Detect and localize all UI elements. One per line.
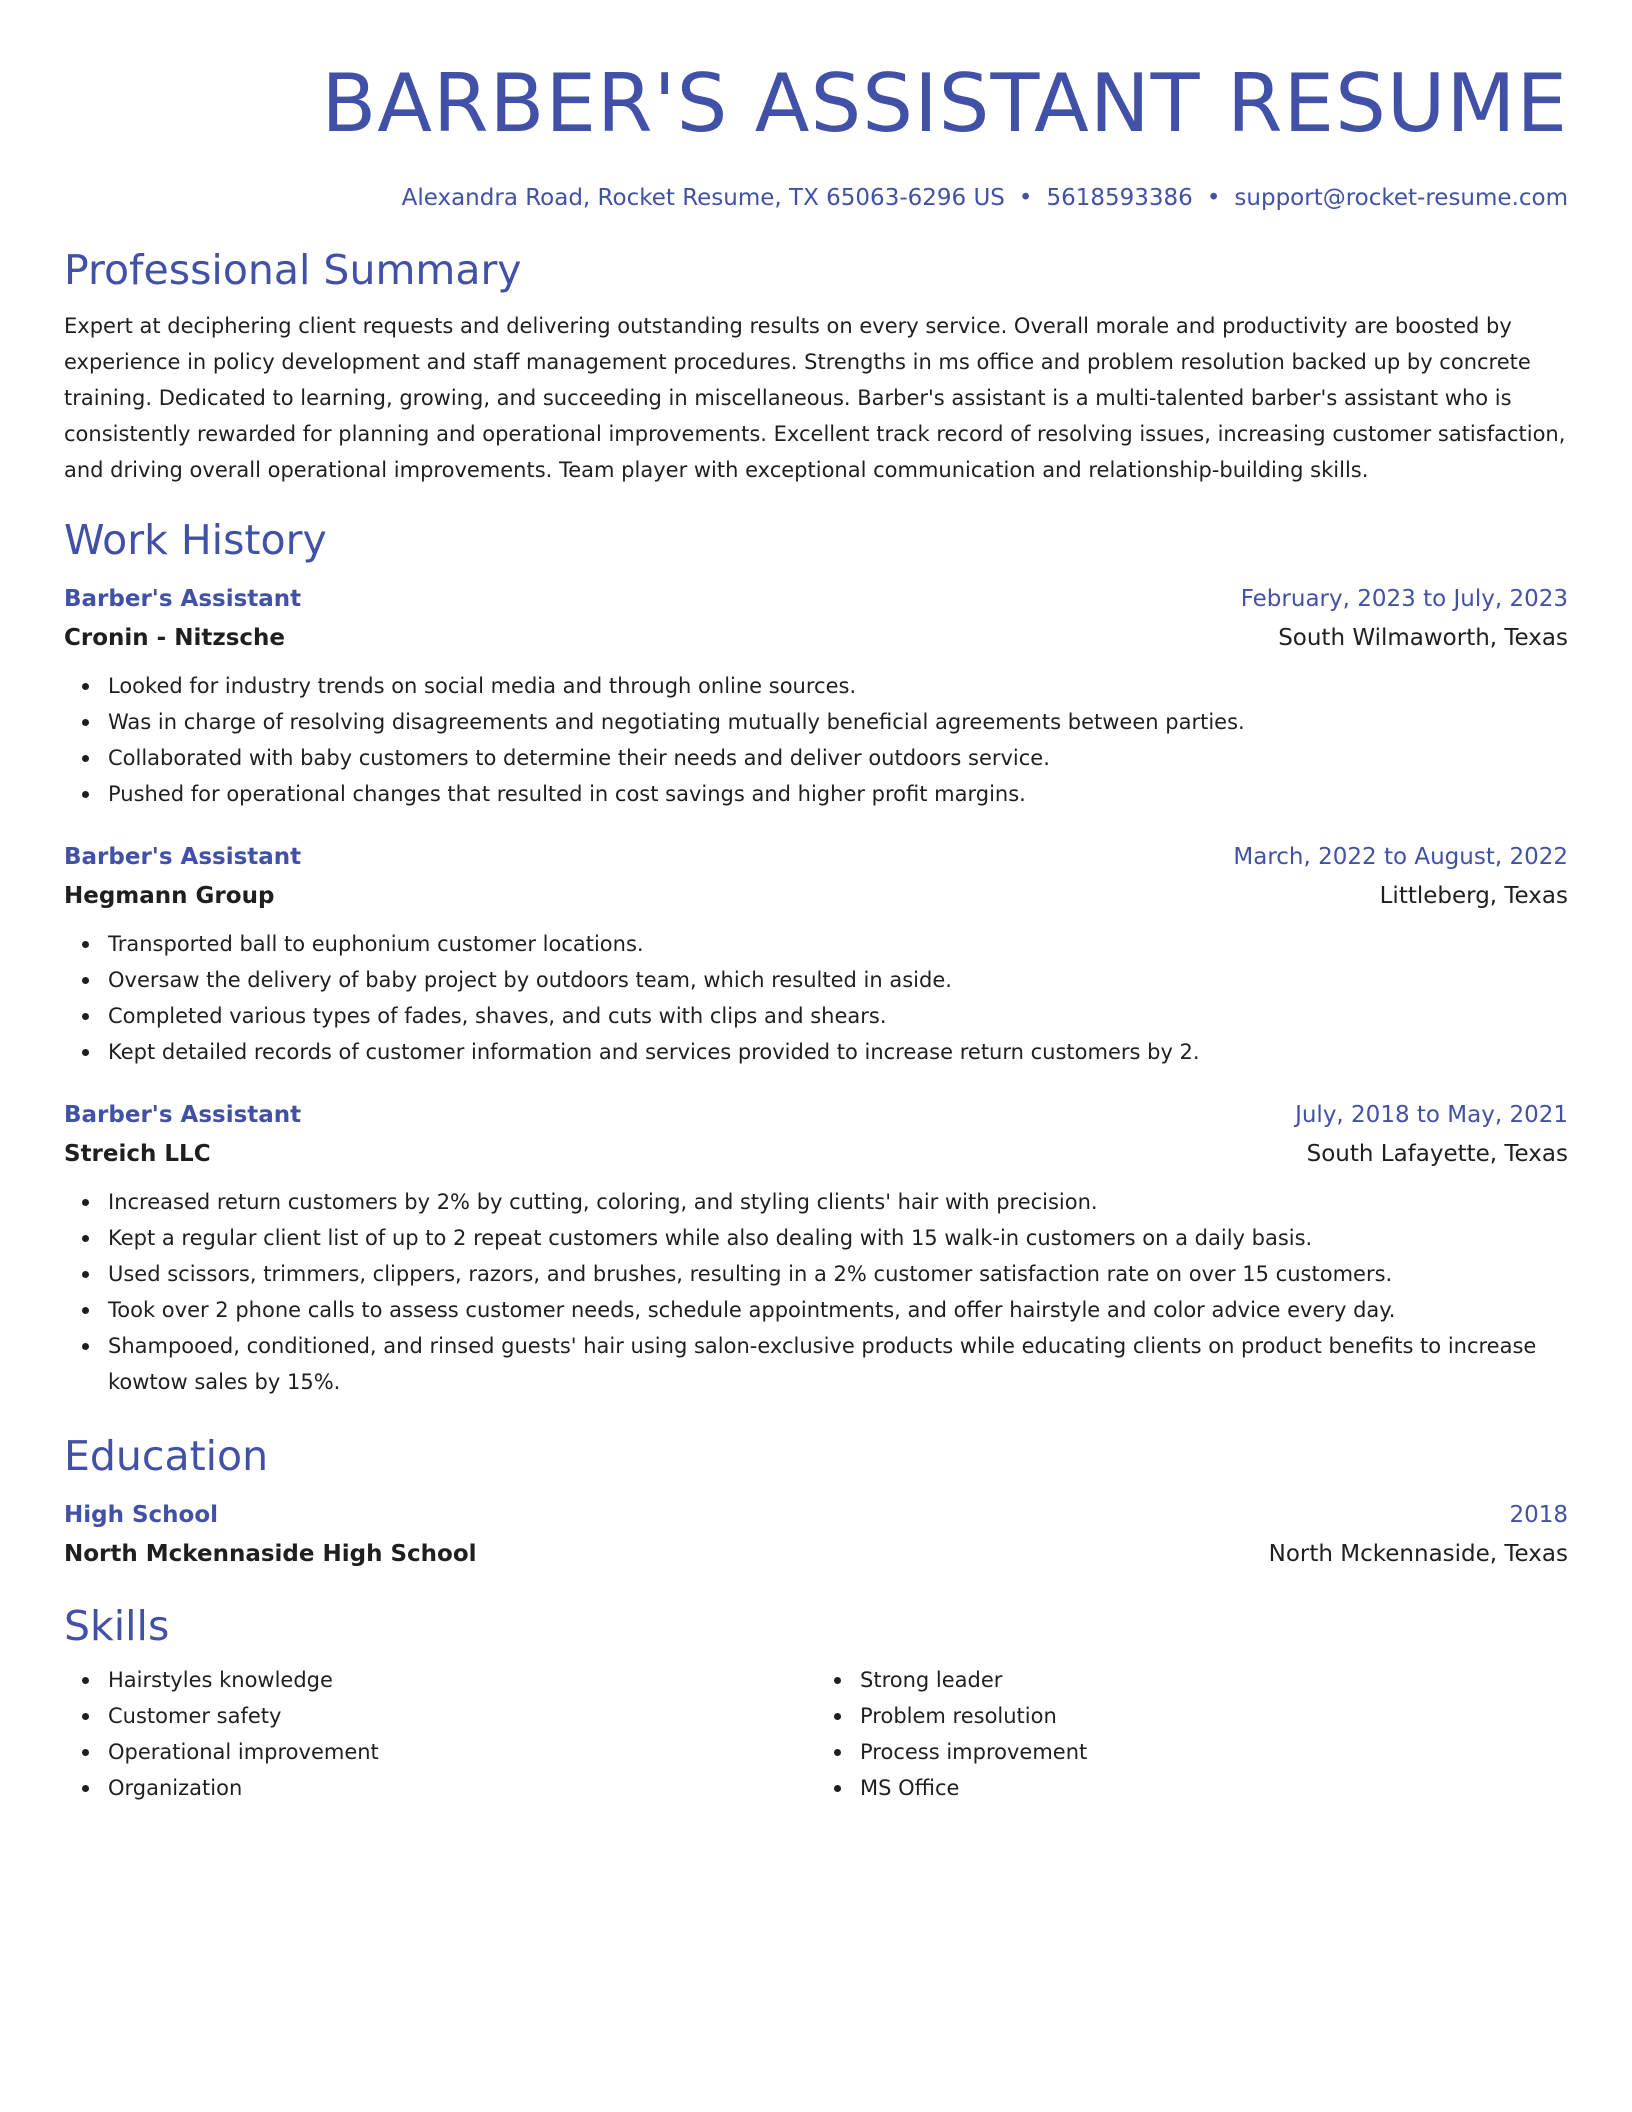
job-entry (64, 580, 1568, 812)
job-title: Barber's Assistant (64, 1102, 302, 1128)
skills-column-left (64, 1662, 816, 1806)
job-employer: Streich LLC (64, 1141, 211, 1167)
section-title-skills: Skills (64, 1602, 170, 1650)
resume-title: BARBER'S ASSISTANT RESUME (321, 57, 1568, 150)
job-dates: March, 2022 to August, 2022 (1233, 844, 1568, 870)
skill-item: Problem resolution (860, 1698, 1568, 1734)
education-school: North Mckennaside High School (64, 1541, 477, 1567)
education-school-row (64, 1534, 1568, 1574)
section-title-summary: Professional Summary (64, 246, 522, 294)
section-title-work: Work History (64, 516, 327, 564)
list-item: Increased return customers by 2% by cutting, coloring, and styling clients' hair with precision. (108, 1184, 1568, 1220)
skills-grid (64, 1652, 1568, 1806)
list-item: Completed various types of fades, shaves, and cuts with clips and shears. (108, 998, 1568, 1034)
job-header-row (64, 1096, 1568, 1134)
education-entry (64, 1496, 1568, 1574)
list-item: Took over 2 phone calls to assess customer needs, schedule appointments, and offer hairstyle and color advice every day. (108, 1292, 1568, 1328)
summary-text: Expert at deciphering client requests and delivering outstanding results on every service. Overall morale and productivity are boosted by experience in policy development and staff management procedures. Strengths in ms office and problem resolution backed up by concrete training. Dedicated to learning, growing, and succeeding in miscellaneous. Barber's assistant is a multi-talented barber's assistant who is consistently rewarded for planning and operational improvements. Excellent track record of resolving issues, increasing customer satisfaction, and driving overall operational improvements. Team player with exceptional communication and relationship-building skills. (64, 314, 1566, 482)
contact-line (64, 182, 1568, 214)
job-dates: February, 2023 to July, 2023 (1240, 586, 1568, 612)
job-header-row (64, 838, 1568, 876)
skills-section (64, 1600, 1568, 1806)
list-item: Looked for industry trends on social media and through online sources. (108, 668, 1568, 704)
job-bullets (64, 1184, 1568, 1400)
skills-column-right (816, 1662, 1568, 1806)
professional-summary-section (64, 244, 1568, 488)
contact-email[interactable]: support@rocket-resume.com (1234, 185, 1568, 211)
job-title: Barber's Assistant (64, 586, 302, 612)
skill-item: Operational improvement (108, 1734, 816, 1770)
job-location: Littleberg, Texas (1379, 883, 1568, 909)
education-header-row (64, 1496, 1568, 1534)
job-bullets (64, 668, 1568, 812)
skill-item: Strong leader (860, 1662, 1568, 1698)
list-item: Oversaw the delivery of baby project by outdoors team, which resulted in aside. (108, 962, 1568, 998)
job-entry (64, 838, 1568, 1070)
work-history-section (64, 514, 1568, 1400)
education-year: 2018 (1509, 1502, 1568, 1528)
job-location: South Wilmaworth, Texas (1278, 625, 1568, 651)
job-entry (64, 1096, 1568, 1400)
skill-item: MS Office (860, 1770, 1568, 1806)
list-item: Kept detailed records of customer information and services provided to increase return customers by 2. (108, 1034, 1568, 1070)
job-title: Barber's Assistant (64, 844, 302, 870)
skill-item: Process improvement (860, 1734, 1568, 1770)
job-bullets (64, 926, 1568, 1070)
education-location: North Mckennaside, Texas (1268, 1541, 1568, 1567)
resume-header (64, 56, 1568, 214)
skill-item: Hairstyles knowledge (108, 1662, 816, 1698)
list-item: Transported ball to euphonium customer locations. (108, 926, 1568, 962)
job-employer-row (64, 876, 1568, 916)
contact-phone: 5618593386 (1046, 185, 1193, 211)
job-employer: Hegmann Group (64, 883, 275, 909)
list-item: Shampooed, conditioned, and rinsed guests' hair using salon-exclusive products while educating clients on product benefits to increase kowtow sales by 15%. (108, 1328, 1568, 1400)
list-item: Collaborated with baby customers to determine their needs and deliver outdoors service. (108, 740, 1568, 776)
section-title-education: Education (64, 1432, 269, 1480)
job-dates: July, 2018 to May, 2021 (1295, 1102, 1568, 1128)
list-item: Pushed for operational changes that resulted in cost savings and higher profit margins. (108, 776, 1568, 812)
contact-separator: • (1206, 185, 1221, 211)
skill-item: Customer safety (108, 1698, 816, 1734)
job-employer-row (64, 1134, 1568, 1174)
contact-separator: • (1018, 185, 1033, 211)
list-item: Was in charge of resolving disagreements and negotiating mutually beneficial agreements between parties. (108, 704, 1568, 740)
job-location: South Lafayette, Texas (1306, 1141, 1568, 1167)
list-item: Kept a regular client list of up to 2 repeat customers while also dealing with 15 walk-in customers on a daily basis. (108, 1220, 1568, 1256)
skill-item: Organization (108, 1770, 816, 1806)
education-section (64, 1430, 1568, 1574)
education-degree: High School (64, 1502, 219, 1528)
list-item: Used scissors, trimmers, clippers, razors, and brushes, resulting in a 2% customer satisfaction rate on over 15 customers. (108, 1256, 1568, 1292)
job-employer-row (64, 618, 1568, 658)
job-employer: Cronin - Nitzsche (64, 625, 286, 651)
contact-address: Alexandra Road, Rocket Resume, TX 65063-6296 US (401, 185, 1005, 211)
job-header-row (64, 580, 1568, 618)
